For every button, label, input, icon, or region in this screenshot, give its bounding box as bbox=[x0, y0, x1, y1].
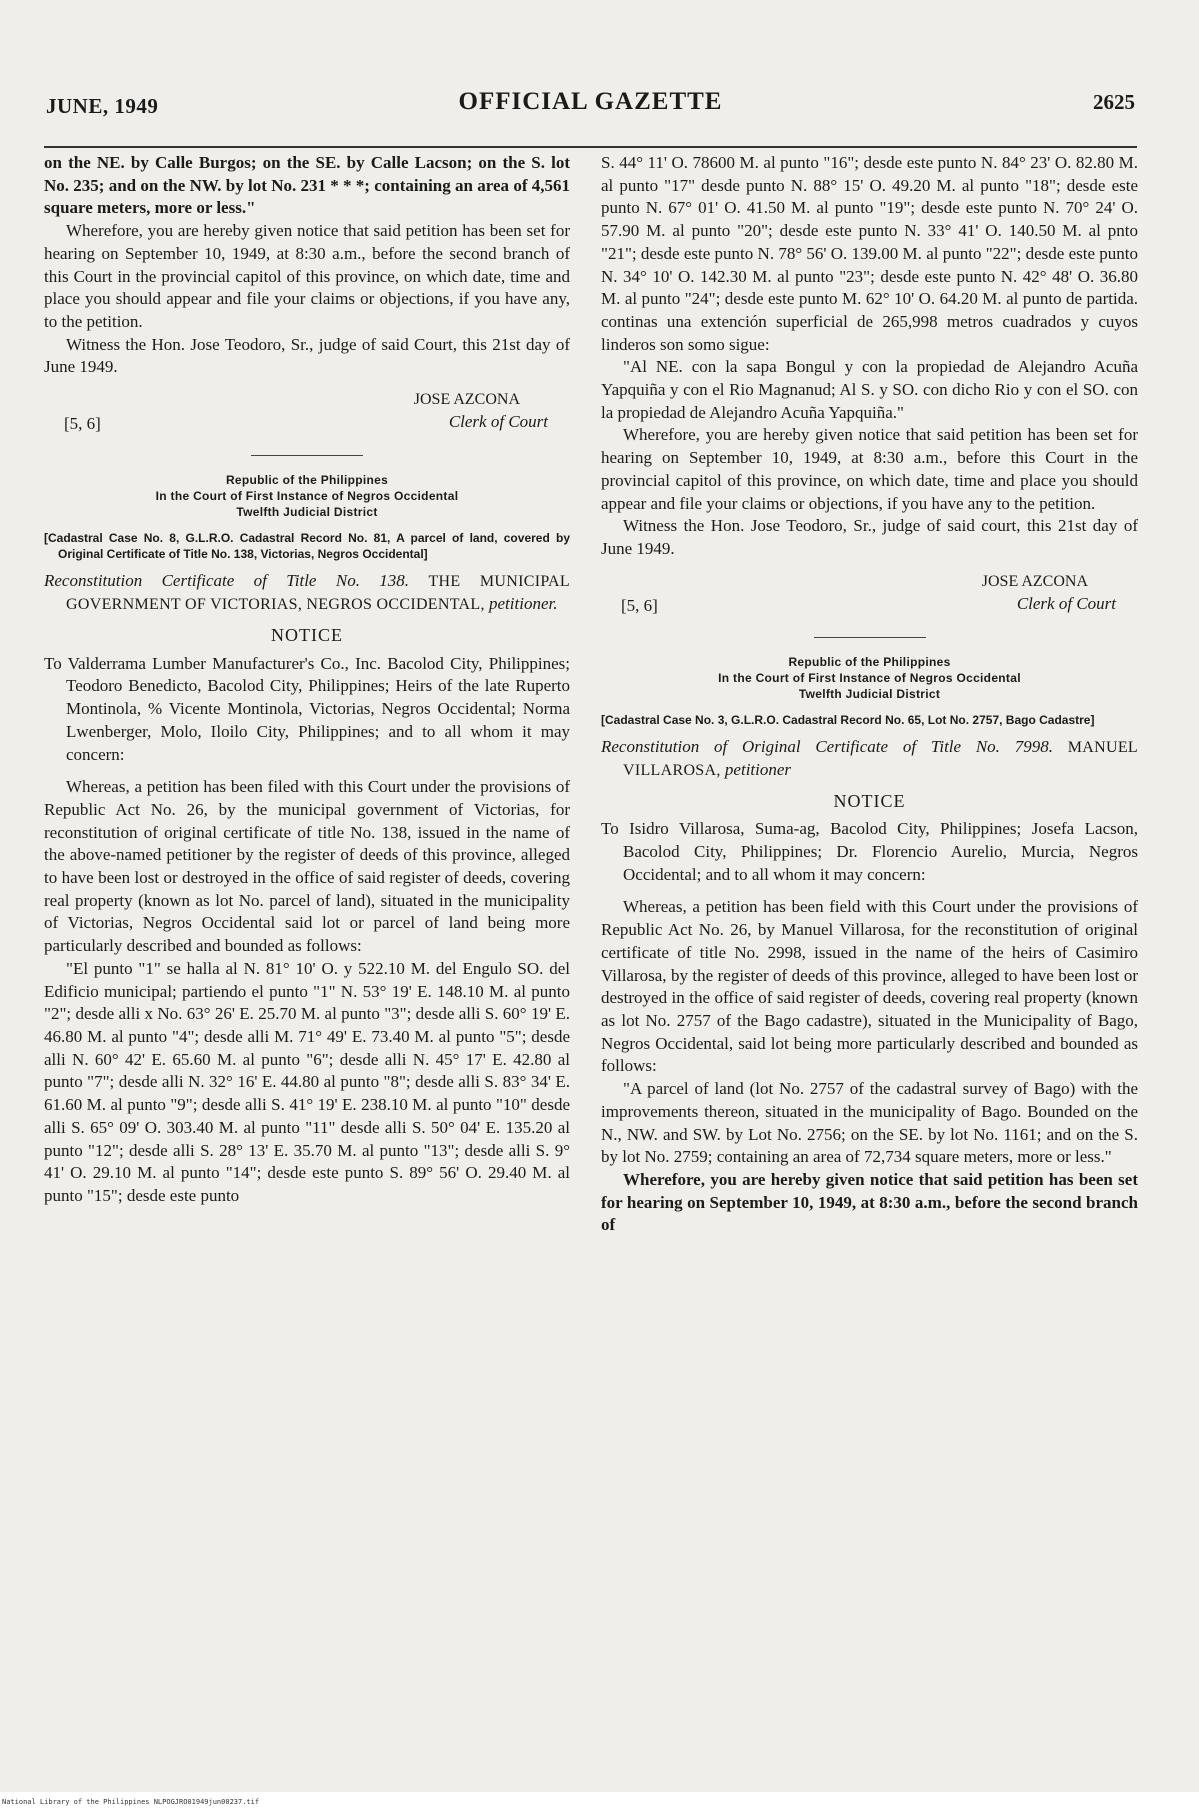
issue-reference: [5, 6] bbox=[621, 595, 658, 615]
section-divider bbox=[814, 637, 926, 638]
technical-description: "El punto "1" se halla al N. 81° 10' O. y 522.10 M. del Engulo SO. del Edificio municipal; partiendo el punto "1" N. 53° 19' E. 148.10 M. al punto "2"; desde alli x No. 63° 26' E. 25.70 M. al punto "3"; desde alli S. 60° 19' E. 46.80 M. al punto "4"; desde alli M. 71° 49' E. 73.40 M. al punto "5"; desde alli N. 60° 42' E. 65.60 M. al punto "6"; desde alli N. 45° 17' E. 42.80 al punto "7"; desde alli N. 32° 16' E. 44.80 al punto "8"; desde alli S. 83° 34' E. 61.60 M. al punto "9"; desde alli S. 41° 19' E. 238.10 M. al punto "10" desde alli S. 65° 09' O. 303.40 M. al punto "11" desde alli S. 50° 04' E. 135.20 al punto "12"; desde alli S. 28° 13' E. 35.70 M. al punto "13"; desde alli S. 9° 41' O. 29.10 M. al punto "14"; desde este punto S. 89° 56' O. 29.40 M. al punto "15"; desde este punto bbox=[44, 958, 570, 1205]
petitioner-role: petitioner. bbox=[489, 594, 558, 614]
issue-reference: [5, 6] bbox=[64, 414, 101, 434]
witness-paragraph: Witness the Hon. Jose Teodoro, Sr., judge of said court, this 21st day of June 1949. bbox=[601, 516, 1138, 558]
issue-date: JUNE, 1949 bbox=[46, 94, 159, 118]
petitioner-role: petitioner bbox=[724, 759, 792, 779]
scan-label: National Library of the Philippines NLPOGJRO01949jun00237.tif bbox=[2, 1798, 260, 1806]
petitioner-name: THE MUNICIPAL GOVERNMENT OF VICTORIAS, NEGROS OCCIDENTAL, bbox=[66, 573, 570, 614]
signature-block bbox=[44, 389, 570, 437]
caption-line: Twelfth Judicial District bbox=[798, 686, 941, 701]
right-column bbox=[601, 152, 1138, 1237]
reconstitution-subject: Reconstitution of Original Certificate of Title No. 7998. bbox=[601, 736, 1053, 756]
reconstitution-title bbox=[601, 736, 1138, 782]
court-caption bbox=[601, 654, 1138, 702]
witness-paragraph: Witness the Hon. Jose Teodoro, Sr., judge of said Court, this 21st day of June 1949. bbox=[44, 334, 570, 377]
caption-line: Republic of the Philippines bbox=[225, 473, 389, 488]
section-divider bbox=[251, 455, 363, 456]
wherefore-paragraph: Wherefore, you are hereby given notice that said petition has been set for hearing on September 10, 1949, at 8:30 a.m., before the second branch of this Court in the provincial capitol of this province, on which date, time and place you should appear and file your claims or objections, if you have any, to the petition. bbox=[44, 221, 570, 331]
whereas-paragraph: Whereas, a petition has been field with this Court under the provisions of Republic Act No. 26, by Manuel Villarosa, for the reconstitution of original certificate of title No. 2998, issued in the name of the heirs of Casimiro Villarosa, by the register of deeds of this province, alleged to have been lost or destroyed in the office of said register of deeds, covering real property (known as lot No. 2757 of the Bago cadastre), situated in the Municipality of Bago, Negros Occidental, said lot being more particularly described and bounded as follows: bbox=[601, 897, 1138, 1076]
scan-footer bbox=[0, 1792, 1199, 1808]
addressees: To Isidro Villarosa, Suma-ag, Bacolod City, Philippines; Josefa Lacson, Bacolod City, Philippines; Dr. Florencio Aurelio, Murcia, Negros Occidental; and to all whom it may concern: bbox=[601, 819, 1138, 884]
signatory-name: JOSE AZCONA bbox=[981, 572, 1088, 590]
parcel-description: "A parcel of land (lot No. 2757 of the cadastral survey of Bago) with the improvements thereon, situated in the municipality of Bago. Bounded on the N., NW. and SW. by Lot No. 2756; on the SE. by lot No. 1161; and on the S. by lot No. 2759; containing an area of 72,734 square meters, more or less." bbox=[601, 1079, 1138, 1167]
notice-heading: NOTICE bbox=[271, 625, 343, 646]
reconstitution-subject: Reconstitution Certificate of Title No. 138. bbox=[44, 571, 410, 591]
wherefore-paragraph: Wherefore, you are hereby given notice that said petition has been set for hearing on September 10, 1949, at 8:30 a.m., before the second branch of bbox=[601, 1169, 1138, 1235]
caption-line: In the Court of First Instance of Negros Occidental bbox=[155, 489, 459, 504]
caption-line: In the Court of First Instance of Negros Occidental bbox=[718, 670, 1021, 685]
continued-paragraph: on the NE. by Calle Burgos; on the SE. by Calle Lacson; on the S. lot No. 235; and on the NW. by lot No. 231 * * *; containing an area of 4,561 square meters, more or less." bbox=[44, 153, 570, 218]
case-reference: [Cadastral Case No. 8, G.L.R.O. Cadastral Record No. 81, A parcel of land, covered by Original Certificate of Title No. 138, Victorias, Negros Occidental] bbox=[44, 531, 570, 562]
wherefore-paragraph: Wherefore, you are hereby given notice that said petition has been set for hearing on September 10, 1949, at 8:30 a.m., before this Court in the provincial capitol of this province, on which date, time and place you should appear and file your claims or objections, if you have any to the petition. bbox=[601, 425, 1138, 513]
signature-block bbox=[601, 571, 1138, 619]
signatory-title: Clerk of Court bbox=[1016, 593, 1116, 613]
caption-line: Twelfth Judicial District bbox=[236, 505, 378, 520]
page-number: 2625 bbox=[1093, 90, 1135, 114]
boundaries-paragraph: "Al NE. con la sapa Bongul y con la propiedad de Alejandro Acuña Yapquiña y con el Rio Magnanud; Al S. y SO. con dicho Rio y con el SO. con la propiedad de Alejandro Acuña Yapquiña." bbox=[601, 357, 1138, 422]
left-column bbox=[44, 152, 570, 1208]
signatory-name: JOSE AZCONA bbox=[413, 391, 520, 409]
publication-title: OFFICIAL GAZETTE bbox=[458, 88, 723, 115]
whereas-paragraph: Whereas, a petition has been filed with this Court under the provisions of Republic Act No. 26, by the municipal government of Victorias, for reconstitution of original certificate of title No. 138, issued in the name of the above-named petitioner by the register of deeds of this province, alleged to have been lost or destroyed in the office of said register of deeds, covering real property (known as lot No. parcel of land), situated in the municipality of Victorias, Negros Occidental said lot or parcel of land being more particularly described and bounded as follows: bbox=[44, 777, 570, 956]
petitioner-name: MANUEL VILLAROSA, bbox=[623, 738, 1138, 779]
running-head bbox=[46, 88, 1135, 128]
case-reference: [Cadastral Case No. 3, G.L.R.O. Cadastral Record No. 65, Lot No. 2757, Bago Cadastre] bbox=[601, 712, 1095, 727]
reconstitution-title bbox=[44, 570, 570, 616]
technical-description-cont: S. 44° 11' O. 78600 M. al punto "16"; desde este punto N. 84° 23' O. 82.80 M. al punto "17" desde punto N. 88° 15' O. 49.20 M. al punto "18"; desde este punto N. 67° 01' O. 41.50 M. al punto "19"; desde este punto N. 70° 24' O. 57.90 M. al punto "20"; desde este punto N. 33° 41' O. 140.50 M. al pnto "21"; desde este punto N. 78° 56' O. 139.00 M. al punto "22"; desde este punto N. 34° 10' O. 142.30 M. al punto "23"; desde este punto N. 42° 48' O. 36.80 M. al punto "24"; desde este punto M. 62° 10' O. 64.20 M. al punto de partida. continas una extención superficial de 265,998 metros cuadrados y cuyos linderos son somo sigue: bbox=[601, 153, 1138, 354]
header-rule bbox=[44, 146, 1137, 148]
addressees: To Valderrama Lumber Manufacturer's Co., Inc. Bacolod City, Philippines; Teodoro Benedicto, Bacolod City, Philippines; Heirs of the late Ruperto Montinola, % Vicente Montinola, Victorias, Negros Occidental; Norma Lwenberger, Molo, Iloilo City, Philippines; and to all whom it may concern: bbox=[44, 653, 570, 764]
court-caption bbox=[44, 472, 570, 520]
caption-line: Republic of the Philippines bbox=[788, 654, 951, 669]
signatory-title: Clerk of Court bbox=[448, 412, 548, 432]
notice-heading: NOTICE bbox=[833, 790, 906, 811]
